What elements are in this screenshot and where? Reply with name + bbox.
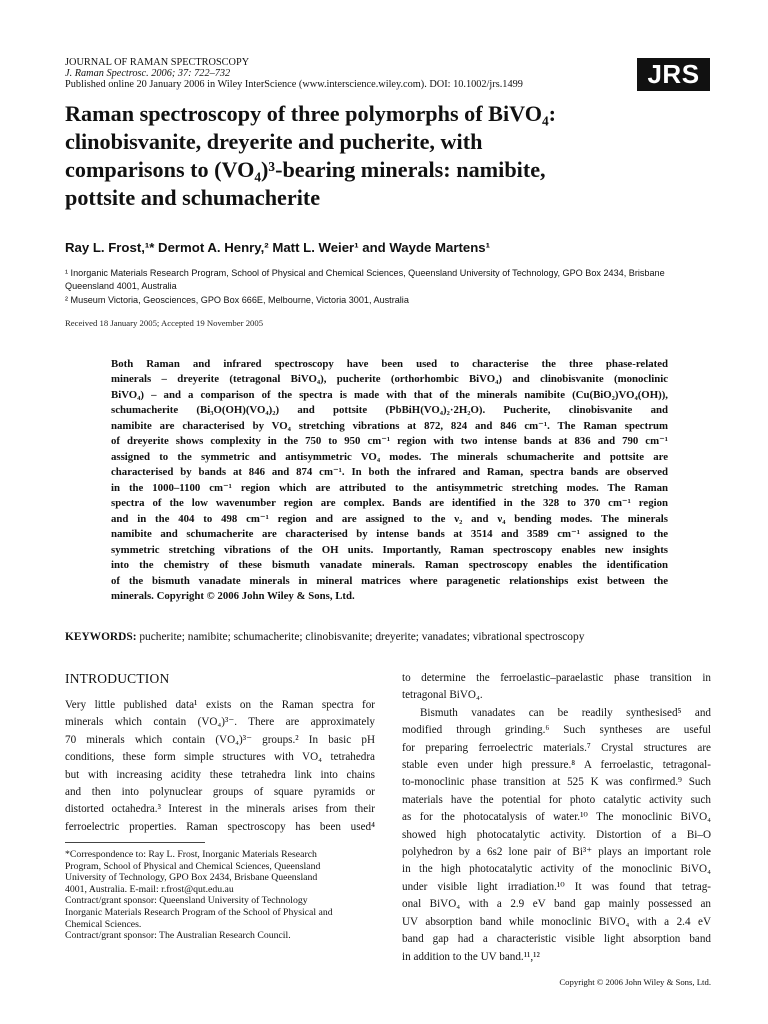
abstract-line: minerals – dreyerite (tetragonal BiVO₄), pucherite (orthorhombic BiVO₄) and clinobisvanite (monoclinic [111,373,668,386]
body-column-left [65,697,375,836]
abstract-line: characterised by bands at 846 and 874 cm⁻¹. In both the infrared and Raman, spectra bands are observed [111,466,668,479]
footnote-line: Chemical Sciences. [65,918,142,930]
abstract-line: and in the 404 to 498 cm⁻¹ region and are assigned to the ν₂ and ν₄ bending modes. The minerals [111,512,668,525]
abstract-line: schumacherite (Bi₃O(OH)(VO₄)₂) and pottsite (PbBiH(VO₄)₂·2H₂O). Pucherite, clinobisvanite and [111,404,668,417]
abstract-line: namibite are characterised by VO₄ stretching vibrations at 872, 824 and 846 cm⁻¹. The Raman spectrum [111,419,668,432]
title-line: pottsite and schumacherite [65,185,321,210]
title-line: Raman spectroscopy of three polymorphs of BiVO₄: [65,101,557,126]
title-line: clinobisvanite, dreyerite and pucherite, with [65,129,483,154]
body-line: modified through grinding.⁶ Such syntheses are useful [402,724,711,737]
title-line: comparisons to (VO₄)³-bearing minerals: namibite, [65,157,546,182]
body-line: and then into polynuclear groups of square pyramids or [65,786,375,799]
abstract-line: spectra of the low wavenumber region are complex. Bands are identified in the 328 to 370 cm⁻¹ region [111,497,668,510]
abstract [111,357,668,605]
affiliation-1: ¹ Inorganic Materials Research Program, School of Physical and Chemical Sciences, Queensland University of Technology, GPO Box 2434, Brisbane Queensland 4001, Australia [65,268,665,291]
body-line: conditions, these form simple structures with VO₄ tetrahedra [65,751,375,764]
body-line: under visible light irradiation.¹⁰ It was found that tetrag- [402,880,711,893]
body-line: band gap had a characteristic visible light absorption band [402,933,711,946]
body-line: in addition to the UV band.¹¹,¹² [402,950,540,963]
copyright-notice: Copyright © 2006 John Wiley & Sons, Ltd. [559,977,711,987]
footnote-line: Program, School of Physical and Chemical Sciences, Queensland [65,860,321,872]
body-column-right [402,670,711,966]
body-line: as for the photocatalysis of water.¹⁰ The monoclinic BiVO₄ [402,811,711,824]
abstract-line: symmetric stretching vibrations of the OH units. Importantly, Raman spectroscopy enables new insights [111,543,668,556]
body-line: distorted octahedra.³ Interest in the minerals arises from their [65,803,375,816]
body-line: showed high photocatalytic activity. Distortion of a Bi–O [402,828,711,841]
body-line: minerals which contain (VO₄)³⁻. There are approximately [65,716,375,729]
journal-citation: J. Raman Spectrosc. 2006; 37: 722–732 [65,68,231,80]
footnote-line: University of Technology, GPO Box 2434, Brisbane Queensland [65,872,318,884]
keywords-text: pucherite; namibite; schumacherite; clinobisvanite; dreyerite; vanadates; vibrational spectroscopy [136,631,585,643]
affiliations [65,267,715,309]
body-line: stable even under high pressure.⁸ A ferroelastic, tetragonal- [402,759,711,772]
footnotes [65,849,375,942]
body-line: for preparing ferroelectric materials.⁷ Crystal structures are [402,741,711,754]
body-line: materials have the potential for photo catalytic activity such [402,793,711,806]
abstract-line: in the 1000–1100 cm⁻¹ region which are attributed to the antisymmetric stretching modes. The Raman [111,481,668,494]
body-line: in the high photocatalytic activity of the monoclinic BiVO₄ [402,863,711,876]
footnote-line: 4001, Australia. E-mail: r.frost@qut.edu.au [65,883,234,895]
footnote-line: Contract/grant sponsor: The Australian Research Council. [65,930,291,942]
abstract-line: minerals. Copyright © 2006 John Wiley & Sons, Ltd. [111,590,355,603]
body-line: 70 minerals which contain (VO₄)³⁻ groups.² In basic pH [65,733,375,746]
body-line: polyhedron by a 6s2 lone pair of Bi³⁺ plays an important role [402,846,711,859]
footnote-line: Inorganic Materials Research Program of the School of Physical and [65,906,333,918]
body-line: but with increasing acidity these tetrahedra link into chains [65,768,375,781]
journal-name: JOURNAL OF RAMAN SPECTROSCOPY [65,57,250,68]
abstract-line: Both Raman and infrared spectroscopy have been used to characterise the three phase-related [111,358,668,370]
keywords-label: KEYWORDS: [65,631,137,643]
abstract-line: BiVO₄) – and a comparison of the spectra is made with that of the minerals namibite (Cu(BiO₂)VO₄(OH)), [111,388,668,401]
body-line: Very little published data¹ exists on the Raman spectra for [65,699,375,711]
journal-published: Published online 20 January 2006 in Wiley InterScience (www.interscience.wiley.com). DOI: 10.1002/jrs.1499 [65,79,523,91]
abstract-line: assigned to the symmetric and antisymmetric VO₄ modes. The minerals schumacherite and pottsite are [111,450,668,463]
abstract-line: into the chemistry of these bismuth vanadate minerals. Raman spectroscopy enables the identification [111,559,668,572]
body-line: Bismuth vanadates can be readily synthesised⁵ and [420,706,711,719]
body-line: ferroelectric properties. Raman spectroscopy has been used⁴ [65,820,375,833]
body-line: onal BiVO₄ with a 2.9 eV band gap mainly possessed an [402,898,711,911]
abstract-line: of the bismuth vanadate minerals in mineral matrices where paragenetic relationships exist between the [111,574,668,587]
section-heading-introduction: INTRODUCTION [65,671,170,686]
body-line: tetragonal BiVO₄. [402,689,483,702]
abstract-line: namibite and schumacherite are characterised by intense bands at 3514 and 3589 cm⁻¹ assigned to the [111,528,668,541]
footnote-divider [65,842,205,843]
footnote-line: *Correspondence to: Ray L. Frost, Inorganic Materials Research [65,849,317,860]
footnote-line: Contract/grant sponsor: Queensland University of Technology [65,895,308,907]
authors: Ray L. Frost,¹* Dermot A. Henry,² Matt L. Weier¹ and Wayde Martens¹ [65,240,490,255]
received-dates: Received 18 January 2005; Accepted 19 November 2005 [65,318,264,328]
keywords [65,631,715,643]
affiliation-2: ² Museum Victoria, Geosciences, GPO Box 666E, Melbourne, Victoria 3001, Australia [65,295,409,306]
journal-header [65,57,625,91]
body-line: UV absorption band while monoclinic BiVO₄ with a 2.4 eV [402,915,711,928]
jrs-logo: JRS [637,58,710,91]
paper-title [65,100,715,212]
body-line: to-monoclinic phase transition at 525 K was confirmed.⁹ Such [402,776,711,789]
body-line: to determine the ferroelastic–paraelastic phase transition in [402,672,711,684]
abstract-line: of dreyerite shows complexity in the 750 to 950 cm⁻¹ region with two intense bands at 836 and 790 cm⁻¹ [111,435,668,448]
